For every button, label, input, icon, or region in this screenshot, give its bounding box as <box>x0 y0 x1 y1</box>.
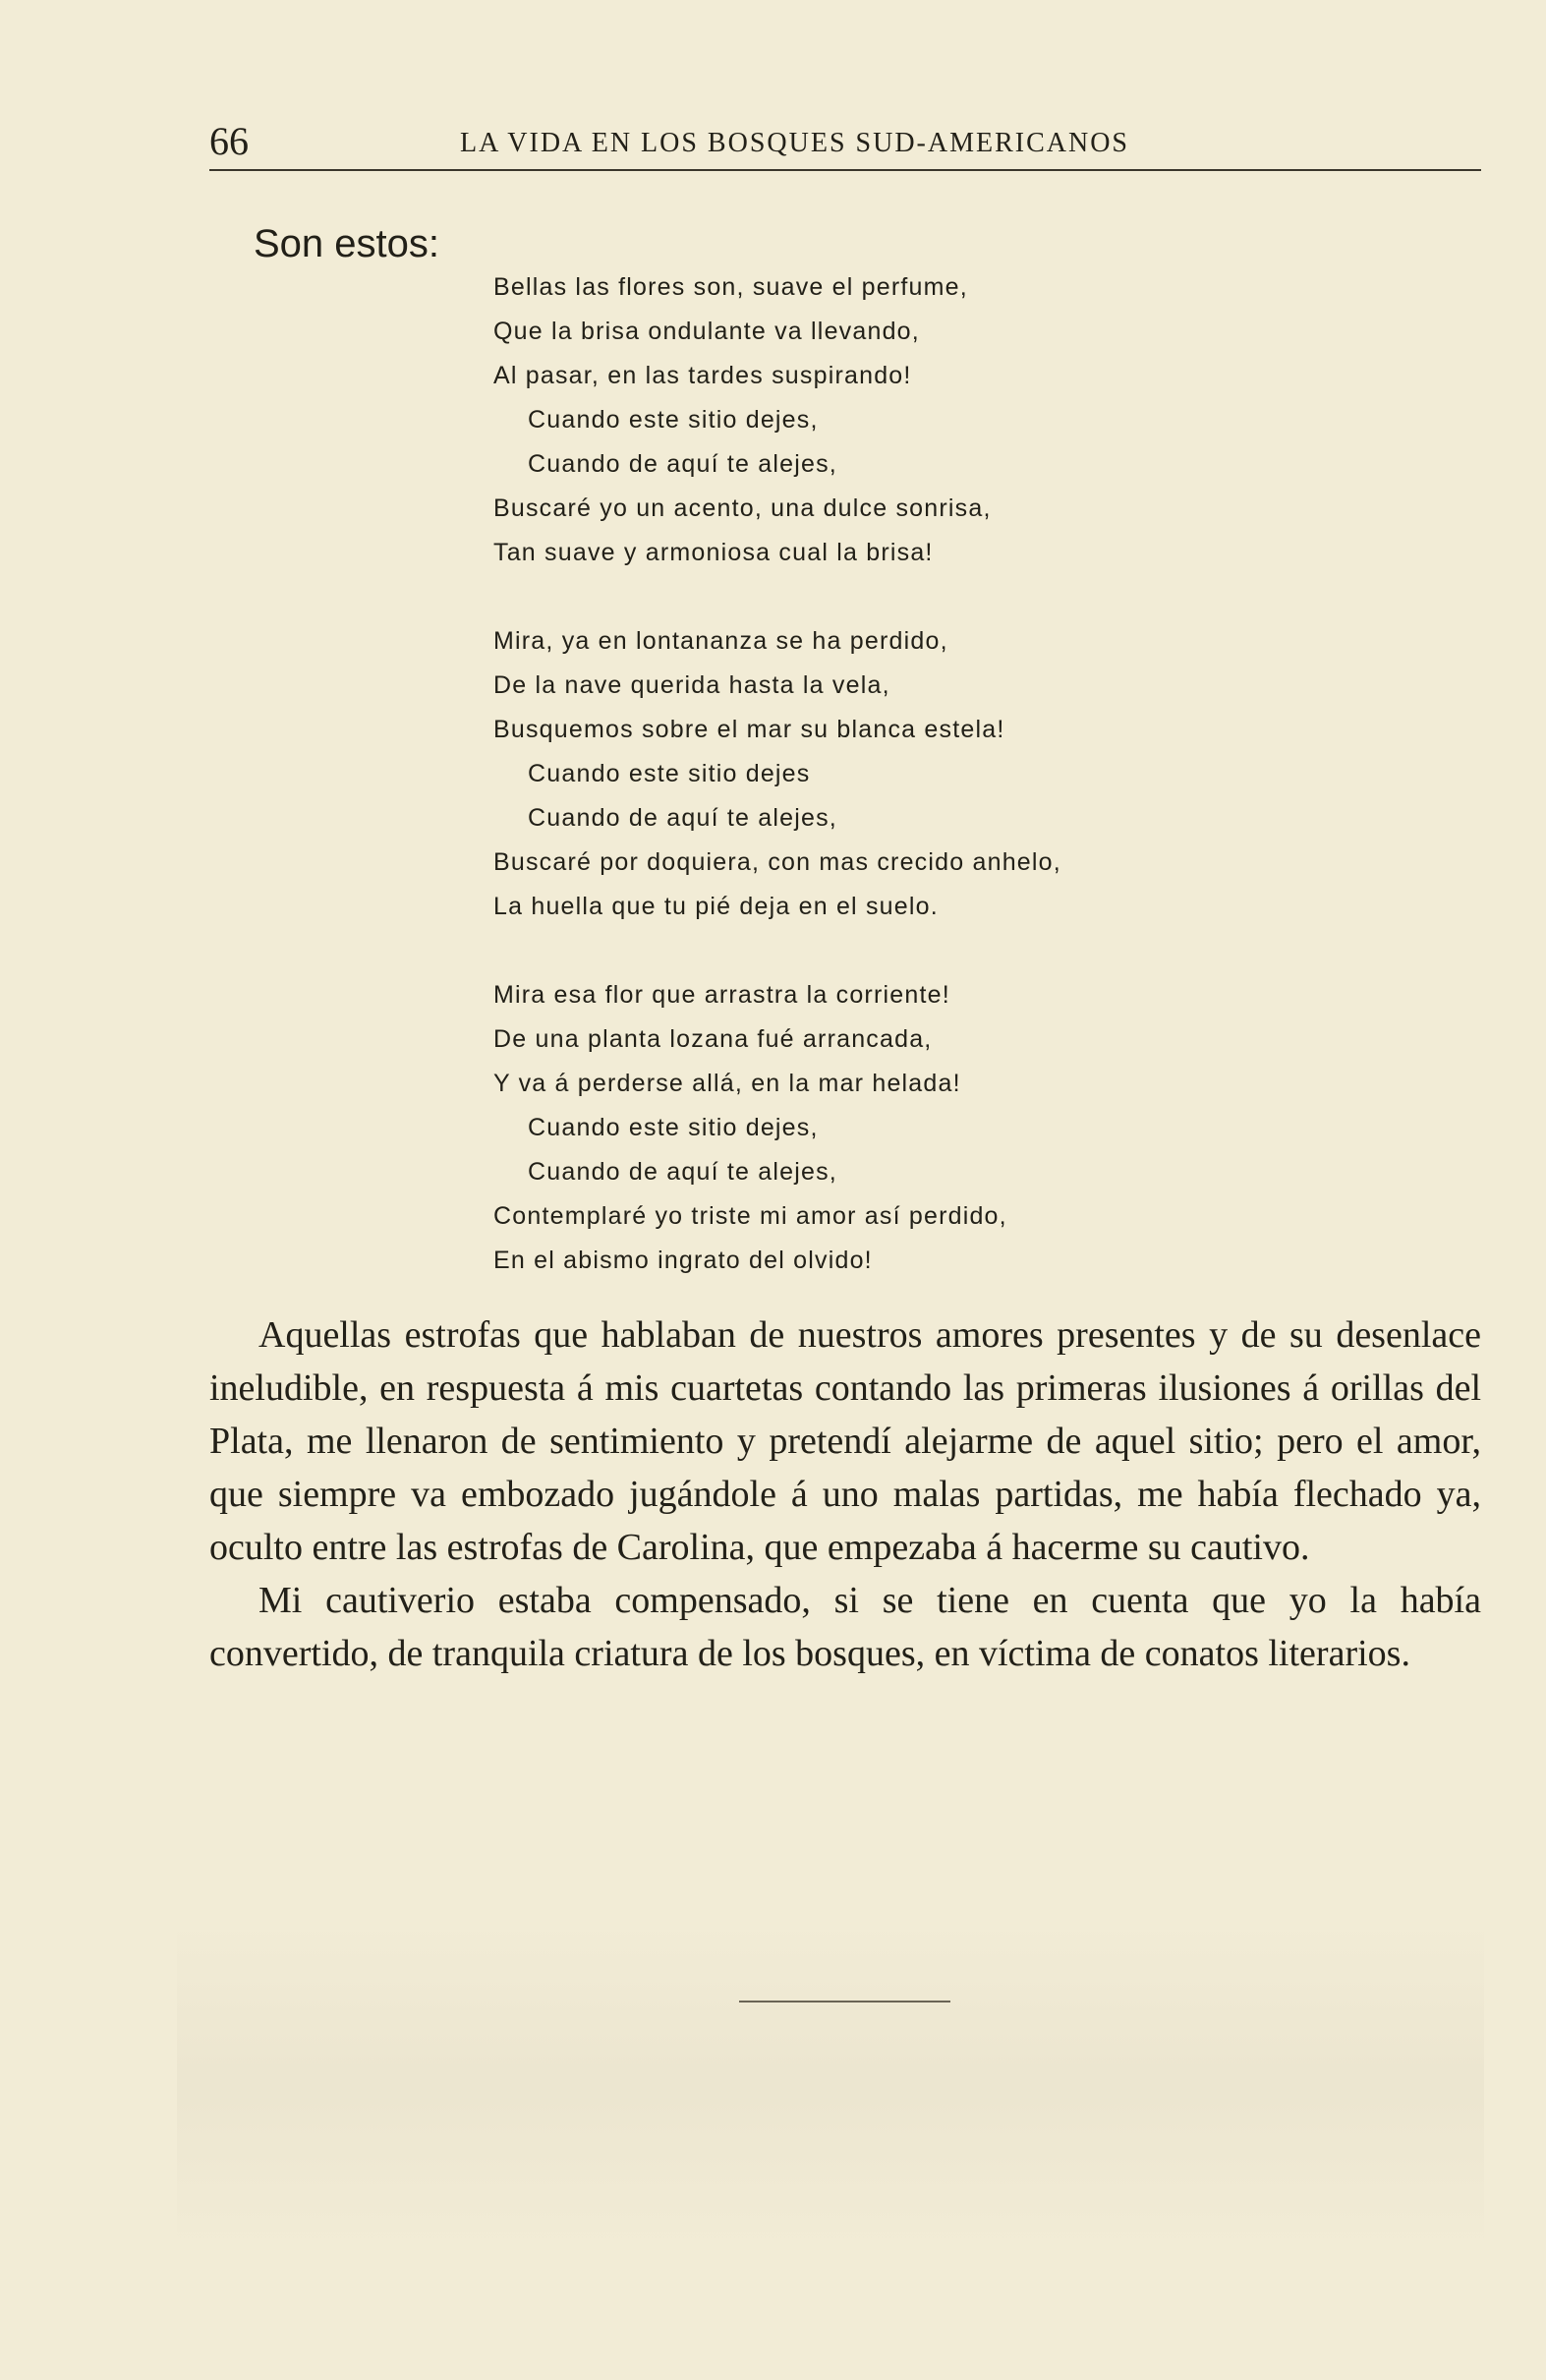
poem-verse: Cuando de aquí te alejes, <box>528 1158 837 1186</box>
prose-paragraph: Mi cautiverio estaba compensado, si se tiene en cuenta que yo la había convertido, de tranquila criatura de los bosques, en víctima de conatos literarios. <box>209 1580 1481 1674</box>
poem-verse: Mira, ya en lontananza se ha perdido, <box>493 627 948 655</box>
poem-verse: Cuando este sitio dejes <box>528 760 811 787</box>
page-number: 66 <box>209 119 249 163</box>
prose-paragraph: Aquellas estrofas que hablaban de nuestros amores presentes y de su desenlace ineludible, en respuesta á mis cuartetas contando las primeras ilusiones á orillas del Plata, me llenaron de sentimiento y pretendí alejarme de aquel sitio; pero el amor, que siempre va embozado jugándole á uno malas partidas, me había flechado ya, oculto entre las estrofas de Carolina, que empezaba á hacerme su cautivo. <box>209 1314 1481 1568</box>
poem-verse: Tan suave y armoniosa cual la brisa! <box>493 539 934 566</box>
poem-verse: Que la brisa ondulante va llevando, <box>493 318 920 345</box>
poem-stanza <box>493 973 1299 1283</box>
poem-verse: Busquemos sobre el mar su blanca estela! <box>493 716 1005 743</box>
poem-verse: Bellas las flores son, suave el perfume, <box>493 273 968 301</box>
page-header <box>209 114 1481 171</box>
poem-stanza <box>493 619 1299 929</box>
prose-body <box>209 1308 1481 1680</box>
poem-intro: Son estos: <box>254 222 440 265</box>
poem-verse: De la nave querida hasta la vela, <box>493 671 890 699</box>
poem-verse: Buscaré yo un acento, una dulce sonrisa, <box>493 494 992 522</box>
poem-verse: Cuando este sitio dejes, <box>528 406 819 434</box>
poem-verse: La huella que tu pié deja en el suelo. <box>493 893 939 920</box>
poem-verse: Cuando este sitio dejes, <box>528 1114 819 1141</box>
running-head: LA VIDA EN LOS BOSQUES SUD-AMERICANOS <box>460 128 1129 158</box>
poem-verse: De una planta lozana fué arrancada, <box>493 1025 933 1053</box>
poem-verse: Buscaré por doquiera, con mas crecido anhelo, <box>493 848 1061 876</box>
end-rule <box>739 2001 950 2003</box>
show-through-area <box>177 1917 1484 2251</box>
poem-verse: Cuando de aquí te alejes, <box>528 804 837 832</box>
poem-verse: Mira esa flor que arrastra la corriente! <box>493 981 950 1009</box>
poem <box>493 265 1299 1327</box>
poem-verse: Al pasar, en las tardes suspirando! <box>493 362 912 389</box>
poem-verse: En el abismo ingrato del olvido! <box>493 1247 873 1274</box>
poem-stanza <box>493 265 1299 575</box>
poem-verse: Cuando de aquí te alejes, <box>528 450 837 478</box>
poem-verse: Y va á perderse allá, en la mar helada! <box>493 1070 961 1097</box>
poem-verse: Contemplaré yo triste mi amor así perdido, <box>493 1202 1007 1230</box>
